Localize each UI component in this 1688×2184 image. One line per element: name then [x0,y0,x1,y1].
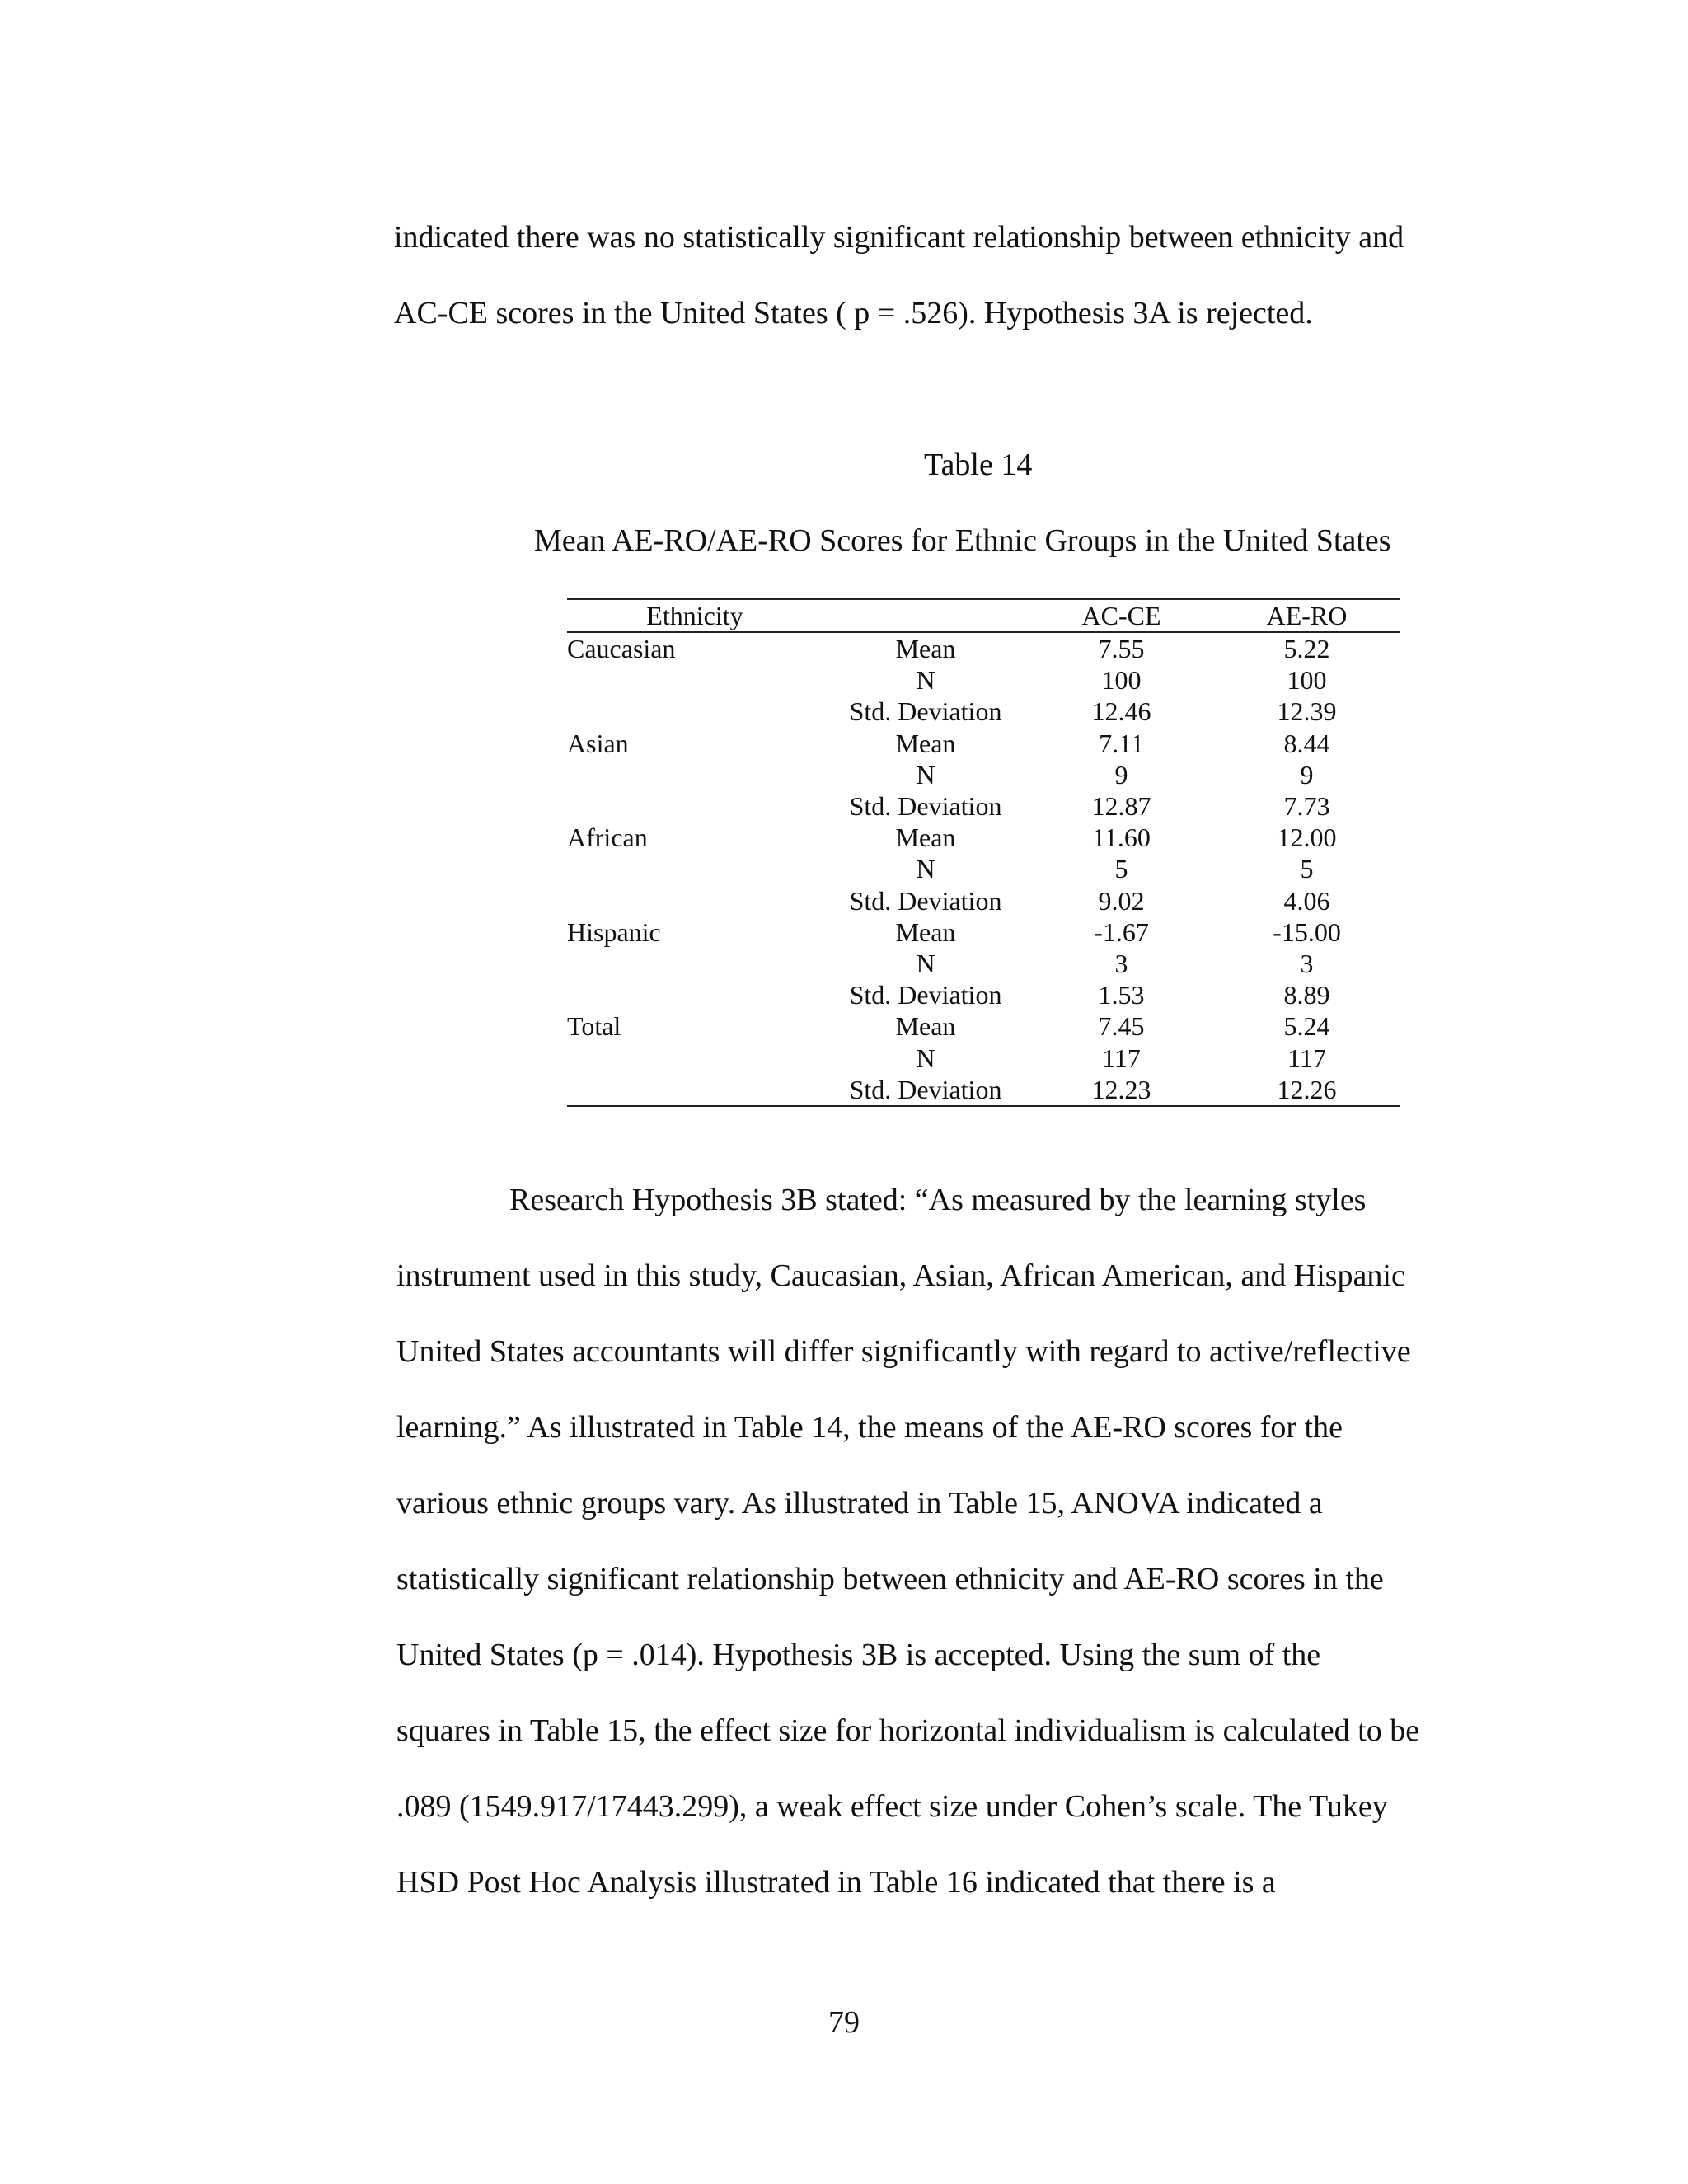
ac-ce-value-cell: 9.02 [1098,885,1145,916]
ac-ce-value-cell: 5 [1114,854,1128,884]
ae-ro-value-cell: 5 [1300,854,1314,884]
table-row [567,1010,1400,1042]
ac-ce-value-cell: 12.87 [1091,791,1151,822]
ac-ce-value-cell: 3 [1114,948,1128,978]
statistic-cell: N [916,948,935,978]
table-row [567,885,1400,916]
ae-ro-value-cell: 5.24 [1283,1011,1330,1042]
paragraph-line: squares in Table 15, the effect size for horizontal individualism is calculated to be [396,1713,1420,1748]
table-body [567,632,1400,1106]
paragraph-line: instrument used in this study, Caucasian, Asian, African American, and Hispanic [396,1258,1405,1293]
ae-ro-value-cell: 8.44 [1283,728,1330,758]
ethnic-group-cell [567,664,823,696]
ae-ro-value-cell: 12.39 [1277,696,1337,727]
table-row [567,853,1400,884]
ac-ce-value-cell: 12.46 [1091,696,1151,727]
ac-ce-value-cell: 100 [1101,665,1142,696]
ac-ce-value-cell: 11.60 [1092,823,1151,853]
ae-ro-value-cell: 5.22 [1283,634,1330,664]
ae-ro-value-cell: 3 [1300,948,1314,978]
ac-ce-value-cell: 1.53 [1098,980,1145,1010]
ethnic-group-cell [567,885,823,916]
ac-ce-value-cell: 117 [1102,1043,1141,1073]
ethnic-group-cell: Hispanic [567,916,661,947]
statistic-cell: Mean [895,728,956,758]
ae-ro-value-cell: -15.00 [1273,916,1341,947]
statistic-cell: Std. Deviation [849,1074,1002,1104]
statistic-cell: N [916,854,935,884]
table-row [567,948,1400,979]
ethnic-group-cell [567,1074,823,1106]
ac-ce-value-cell: 7.55 [1098,634,1145,664]
statistic-cell: N [916,1043,935,1073]
header-ac-ce: AC-CE [1029,599,1214,632]
table-row [567,822,1400,853]
statistic-cell: N [916,759,935,790]
ethnic-group-cell [567,1042,823,1073]
table-label: Table 14 [924,448,1033,482]
ae-ro-value-cell: 100 [1287,665,1327,696]
paragraph-line: indicated there was no statistically significant relationship between ethnicity and [394,220,1404,255]
paragraph-line: learning.” As illustrated in Table 14, the means of the AE-RO scores for the [396,1410,1343,1445]
statistic-cell: Mean [895,916,956,947]
statistic-cell: Mean [895,1011,956,1042]
header-ethnicity: Ethnicity [567,599,823,632]
ae-ro-value-cell: 117 [1287,1043,1326,1073]
ae-ro-value-cell: 12.00 [1277,823,1337,853]
paragraph-line: AC-CE scores in the United States ( p = .526). Hypothesis 3A is rejected. [394,296,1313,330]
page-number: 79 [828,2005,860,2040]
paragraph-line: Research Hypothesis 3B stated: “As measured by the learning styles [509,1183,1367,1217]
ac-ce-value-cell: 7.11 [1099,728,1144,758]
statistic-cell: Std. Deviation [849,885,1002,916]
table-row [567,664,1400,696]
table-row [567,759,1400,790]
ac-ce-value-cell: -1.67 [1094,916,1149,947]
table-row [567,916,1400,948]
ac-ce-value-cell: 9 [1114,759,1128,790]
table-title: Mean AE-RO/AE-RO Scores for Ethnic Groups in the United States [534,523,1391,558]
header-statistic [823,599,1029,632]
table-row [567,728,1400,759]
ethnic-group-cell [567,759,823,790]
ethnic-group-cell: African [567,823,648,853]
ethnic-group-cell [567,696,823,727]
ethnic-group-cell: Total [567,1011,621,1042]
ae-ro-value-cell: 4.06 [1283,885,1330,916]
ethnic-group-cell [567,979,823,1010]
statistic-cell: Mean [895,823,956,853]
paragraph-line: .089 (1549.917/17443.299), a weak effect size under Cohen’s scale. The Tukey [396,1789,1388,1824]
ae-ro-value-cell: 8.89 [1283,980,1330,1010]
paragraph-line: various ethnic groups vary. As illustrated in Table 15, ANOVA indicated a [396,1486,1323,1521]
table-header-row [567,599,1400,632]
ac-ce-value-cell: 12.23 [1091,1074,1151,1104]
ethnicity-scores-table [567,598,1400,1107]
table-row [567,790,1400,822]
table-row [567,979,1400,1010]
statistic-cell: Std. Deviation [849,696,1002,727]
ethnic-group-cell [567,948,823,979]
statistic-cell: Std. Deviation [849,791,1002,822]
paragraph-line: United States accountants will differ significantly with regard to active/reflective [396,1334,1411,1369]
statistic-cell: Mean [895,634,956,664]
ethnic-group-cell [567,790,823,822]
paragraph-line: statistically significant relationship between ethnicity and AE-RO scores in the [396,1562,1384,1596]
ae-ro-value-cell: 12.26 [1277,1074,1337,1104]
paragraph-line: United States (p = .014). Hypothesis 3B is accepted. Using the sum of the [396,1638,1321,1672]
statistic-cell: Std. Deviation [849,980,1002,1010]
table-row [567,632,1400,664]
table-row [567,1042,1400,1073]
ethnic-group-cell: Caucasian [567,634,676,664]
ac-ce-value-cell: 7.45 [1098,1011,1145,1042]
statistic-cell: N [916,665,935,696]
ae-ro-value-cell: 9 [1300,759,1314,790]
ae-ro-value-cell: 7.73 [1283,791,1330,822]
paragraph-line: HSD Post Hoc Analysis illustrated in Table 16 indicated that there is a [396,1865,1276,1900]
ethnic-group-cell: Asian [567,728,629,758]
table-row [567,696,1400,727]
table-row [567,1074,1400,1106]
header-ae-ro: AE-RO [1214,599,1400,632]
ethnic-group-cell [567,853,823,884]
